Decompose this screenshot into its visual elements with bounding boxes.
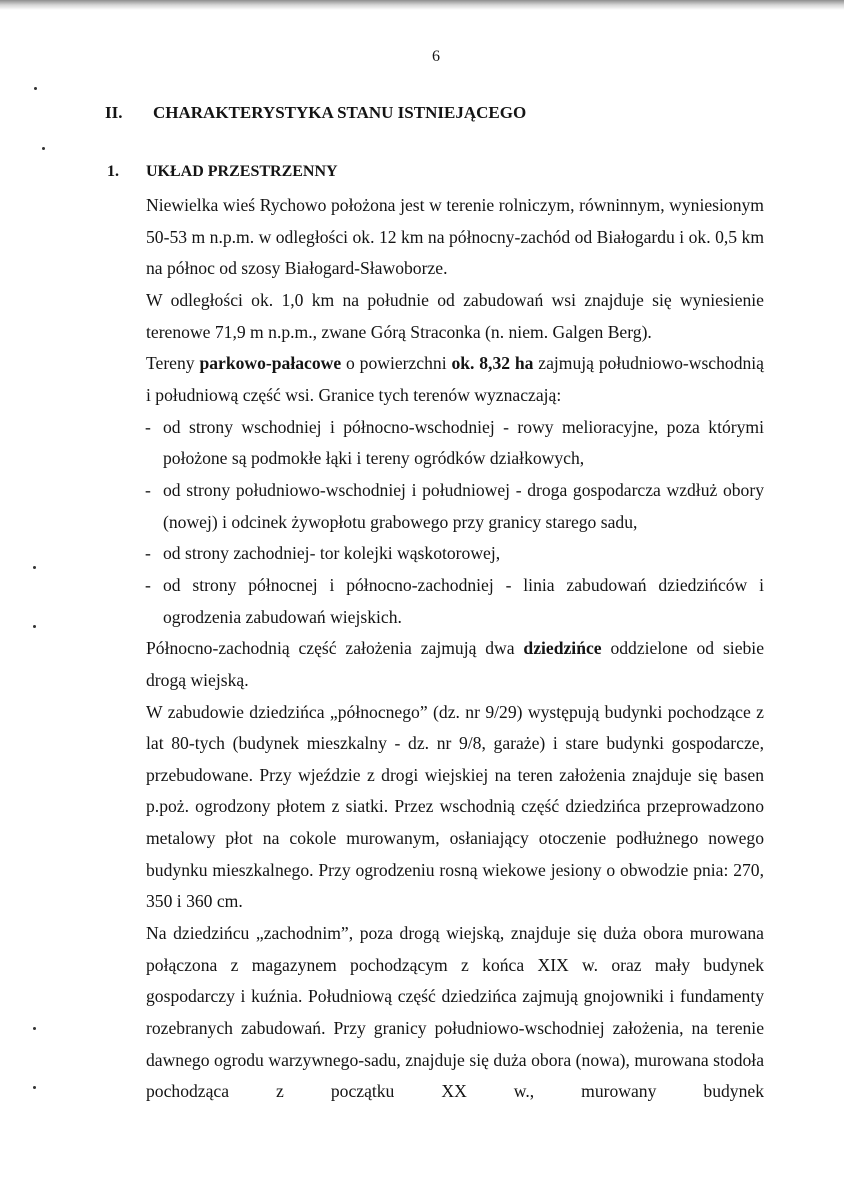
section-title: CHARAKTERYSTYKA STANU ISTNIEJĄCEGO [153,103,527,122]
paragraph: Na dziedzińcu „zachodnim”, poza drogą wiejską, znajduje się duża obora murowana połączona z magazynem pochodzącym z końca XIX w. oraz mały budynek gospodarczy i kuźnia. Południową część dziedzińca zajmują gnojowniki i fundamenty rozebranych zabudowań. Przy granicy południowo-wschodniej założenia, na terenie dawnego ogrodu warzywnego-sadu, znajduje się duża obora (nowa), murowana stodoła pochodząca z początku XX w., murowany budynek [146,923,764,1102]
list-item: - od strony zachodniej- tor kolejki wąskotorowej, [146,538,764,570]
scan-top-edge [0,0,844,10]
section-number: II. [105,103,123,122]
text-run: zajmują południowo-wschodnią i południową część wsi. Granice tych terenów wyznaczają: [146,353,764,405]
paragraph: W odległości ok. 1,0 km na południe od zabudowań wsi znajduje się wyniesienie terenowe 71,9 m n.p.m., zwane Górą Straconka (n. niem. Galgen Berg). [146,289,764,342]
scan-speck [34,87,37,90]
list-item: - od strony północnej i północno-zachodniej - linia zabudowań dziedzińców i ogrodzenia zabudowań wiejskich. [146,570,764,633]
paragraph [146,633,764,696]
scan-speck [33,1027,36,1030]
list-item: - od strony południowo-wschodniej i południowej - droga gospodarcza wzdłuż obory (nowej) i odcinek żywopłotu grabowego przy granicy starego sadu, [146,475,764,538]
subsection-heading [107,163,338,181]
subsection-number: 1. [107,163,119,180]
section-heading [105,103,526,123]
scan-speck [33,625,36,628]
text-run: Północno-zachodnią część założenia zajmują dwa [146,638,524,659]
page-number: 6 [432,48,440,65]
list-item: - od strony wschodniej i północno-wschodniej - rowy melioracyjne, poza którymi położone są podmokłe łąki i tereny ogródków działkowych, [146,412,764,475]
bold-term: parkowo-pałacowe [199,353,342,374]
paragraph: Niewielka wieś Rychowo położona jest w terenie rolniczym, równinnym, wyniesionym 50-53 m n.p.m. w odległości ok. 12 km na północny-zachód od Białogardu i ok. 0,5 km na północ od szosy Białogard-Sławoborze. [146,195,764,279]
paragraph [146,348,764,411]
text-run: oddzielone od siebie drogą wiejską. [146,638,765,690]
boundary-list [146,412,764,634]
paragraph: W zabudowie dziedzińca „północnego” (dz. nr 9/29) występują budynki pochodzące z lat 80-tych (budynek mieszkalny - dz. nr 9/8, garaże) i stare budynki gospodarcze, przebudowane. Przy wjeździe z drogi wiejskiej na teren założenia znajduje się basen p.poż. ogrodzony płotem z siatki. Przez wschodnią część dziedzińca przeprowadzono metalowy płot na cokole murowanym, osłaniający otoczenie podłużnego nowego budynku mieszkalnego. Przy ogrodzeniu rosną wiekowe jesiony o obwodzie pnia: 270, 350 i 360 cm. [146,701,764,912]
bold-term: dziedzińce [523,638,602,659]
subsection-title: UKŁAD PRZESTRZENNY [146,163,338,180]
scan-speck [33,566,36,569]
document-body [146,190,764,1108]
text-run: o powierzchni [341,353,452,374]
scan-speck [33,1086,36,1089]
bold-term: ok. 8,32 ha [451,353,534,374]
text-run: Tereny [146,353,200,374]
scan-speck [42,147,45,150]
